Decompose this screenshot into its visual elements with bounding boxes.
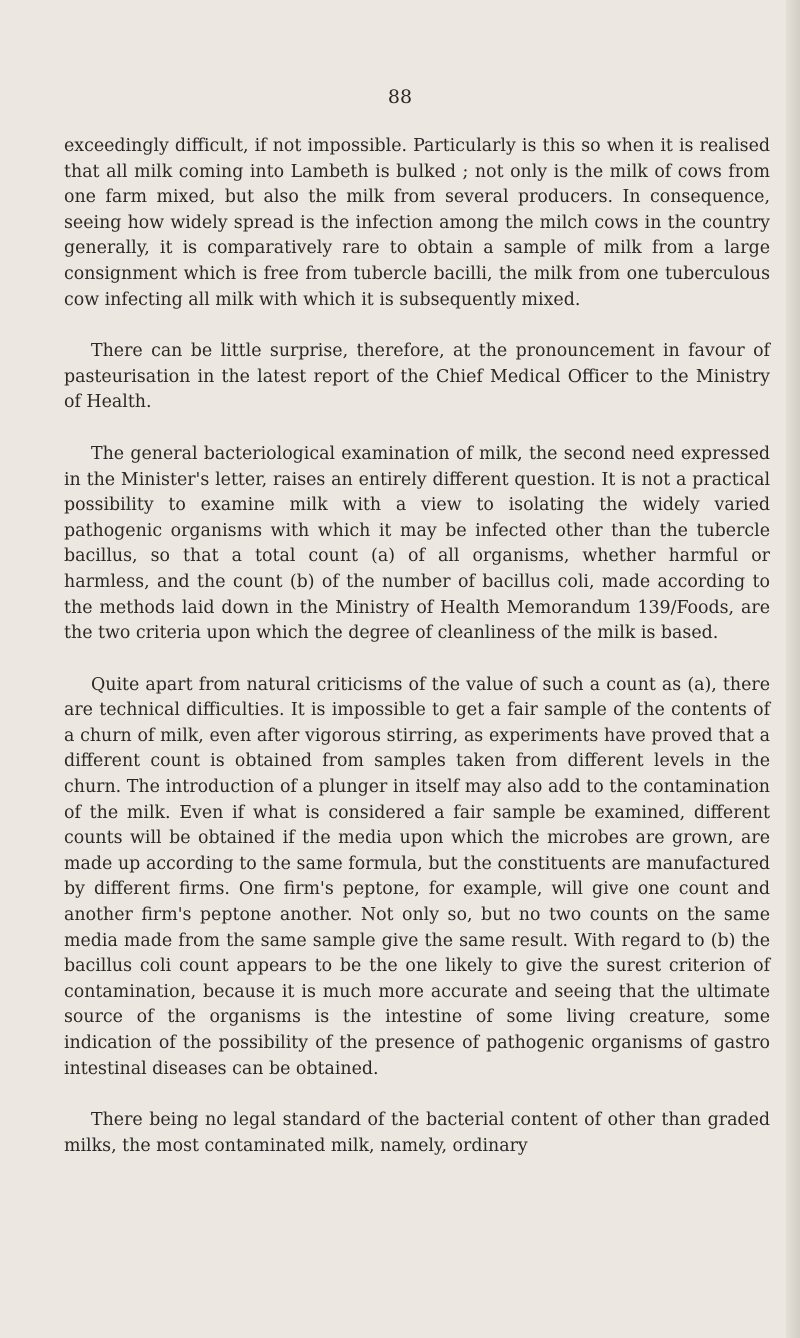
paragraph-bacteriological-examination: The general bacteriological examination of milk, the second need expressed in the Minister's letter, raises an entirely different question. It is not a practical possibility to examine milk with a view to isolating the widely varied pathogenic organisms with which it may be infected other than the tubercle bacillus, so that a total count (a) of all organisms, whether harmful or harmless, and the count (b) of the number of bacillus coli, made according to the methods laid down in the Ministry of Health Memorandum 139/Foods, are the two criteria upon which the degree of cleanliness of the milk is based. <box>64 443 770 644</box>
page-edge-shadow <box>786 0 800 1338</box>
paragraph-continuation: exceedingly difficult, if not impossible. Particularly is this so when it is realised that all milk coming into Lambeth is bulked ; not only is the milk of cows from one farm mixed, but also the milk from several producers. In consequence, seeing how widely spread is the infection among the milch cows in the country generally, it is comparatively rare to obtain a sample of milk from a large consignment which is free from tubercle bacilli, the milk from one tuberculous cow infecting all milk with which it is subsequently mixed. <box>64 136 770 310</box>
page-number: 88 <box>387 86 413 108</box>
paragraph-legal-standard: There being no legal standard of the bacterial content of other than graded milks, the most contaminated milk, namely, ordinary <box>64 1110 770 1156</box>
body-text <box>64 134 770 1159</box>
paragraph-technical-difficulties: Quite apart from natural criticisms of the value of such a count as (a), there are technical difficulties. It is impossible to get a fair sample of the contents of a churn of milk, even after vigorous stirring, as experiments have proved that a different count is obtained from samples taken from different levels in the churn. The introduction of a plunger in itself may also add to the contamination of the milk. Even if what is considered a fair sample be examined, different counts will be obtained if the media upon which the microbes are grown, are made up according to the same formula, but the constituents are manufactured by different firms. One firm's peptone, for example, will give one count and another firm's peptone another. Not only so, but no two counts on the same media made from the same sample give the same result. With regard to (b) the bacillus coli count appears to be the one likely to give the surest criterion of contamination, because it is much more accurate and seeing that the ultimate source of the organisms is the intestine of some living creature, some indication of the possibility of the presence of pathogenic organisms of gastro intestinal diseases can be obtained. <box>64 674 770 1079</box>
paragraph-pasteurisation: There can be little surprise, therefore, at the pronouncement in favour of pasteurisation in the latest report of the Chief Medical Officer to the Ministry of Health. <box>64 341 770 413</box>
